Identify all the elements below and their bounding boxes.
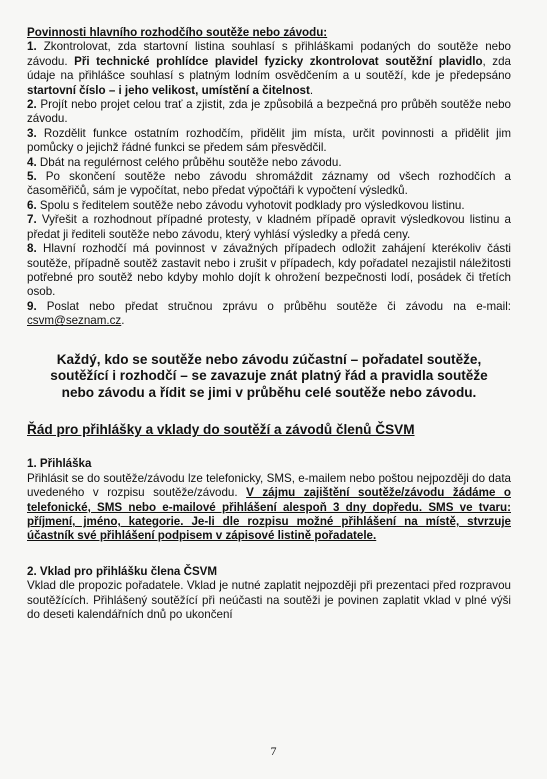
- duty-text-bold: Při technické prohlídce plavidel fyzicky zkontrolovat soutěžní plavidlo: [74, 54, 483, 68]
- duty-item-5: [27, 170, 511, 199]
- duty-number: 9.: [27, 299, 37, 313]
- duty-text: Poslat nebo předat stručnou zprávu o průběhu soutěže či závodu na e-mail:: [36, 299, 511, 313]
- duty-item-8: [27, 242, 511, 300]
- duty-number: 6.: [27, 198, 37, 212]
- duty-text: Projít nebo projet celou trať a zjistit, zda je způsobilá a bezpečná pro průběh soutěže nebo závodu.: [27, 98, 511, 126]
- duty-number: 7.: [27, 213, 37, 227]
- registration-paragraph: [27, 472, 511, 544]
- duty-text: Spolu s ředitelem soutěže nebo závodu vyhotovit podklady pro výsledkovou listinu.: [36, 198, 465, 212]
- duty-text: Vyřešit a rozhodnout případné protesty, v kladném případě opravit výsledkovou listinu a předat ji řediteli soutěže nebo závodu, který vyhlásí výsledky a předá ceny.: [27, 213, 511, 241]
- duty-text: Rozdělit funkce ostatním rozhodčím, přidělit jim místa, určit povinnosti a přidělit jim pomůcky o jejichž řádné funkci se předem sám přesvědčil.: [27, 126, 511, 155]
- duty-text: , zda údaje na přihlášce souhlasí s platným lodním osvědčením a u soutěží, kde je předepsáno: [27, 54, 511, 83]
- duty-item-9: [27, 300, 511, 329]
- email-link[interactable]: csvm@seznam.cz: [27, 314, 122, 328]
- duties-title: Povinnosti hlavního rozhodčího soutěže nebo závodu:: [27, 26, 328, 39]
- duty-item-3: [27, 127, 511, 156]
- duty-item-7: [27, 213, 511, 242]
- duty-text: Zkontrolovat, zda startovní listina souhlasí s přihláškami podaných do soutěže nebo závodu.: [27, 40, 511, 68]
- deposit-heading: 2. Vklad pro přihlášku člena ČSVM: [27, 564, 218, 578]
- duty-text-bold: startovní číslo – i jeho velikost, umístění a čitelnost: [27, 83, 310, 97]
- duty-number: 5.: [27, 170, 37, 184]
- duty-item-2: [27, 98, 511, 127]
- duty-number: 1.: [27, 40, 37, 54]
- page-number: 7: [270, 744, 277, 758]
- duty-number: 3.: [27, 126, 37, 140]
- duty-text: Hlavní rozhodčí má povinnost v závažných případech odložit zahájení kterékoliv části soutěže, případně soutěž zastavit nebo i zrušit v případech, kdy pořadatel nezajistil náležitosti potřebné pro soutěž nebo kdyby mohlo dojít k ohrožení bezpečnosti lodí, posádek či třetích osob.: [27, 242, 511, 299]
- registration-heading: 1. Přihláška: [27, 457, 92, 471]
- duty-text: .: [121, 314, 125, 328]
- duty-number: 4.: [27, 155, 37, 169]
- duty-item-6: [27, 199, 511, 213]
- duty-text: Dbát na regulérnost celého průběhu soutěže nebo závodu.: [36, 155, 342, 169]
- duty-item-1: [27, 40, 511, 98]
- duty-text: Po skončení soutěže nebo závodu shromáždit záznamy od všech rozhodčích a časoměřičů, sám je vypočítat, nebo předat výpočtáři k vypočtení výsledků.: [27, 170, 511, 198]
- duty-text: .: [309, 83, 314, 97]
- rules-section-title: Řád pro přihlášky a vklady do soutěží a závodů členů ČSVM: [27, 422, 415, 438]
- duty-item-4: [27, 156, 511, 170]
- registration-text-emphasis: V zájmu zajištění soutěže/závodu žádáme o telefonické, SMS nebo e-mailové přihlášení alespoň 3 dny dopředu. SMS ve tvaru: příjmení, jméno, kategorie. Je-li dle rozpisu možné přihlášení na místě, stvrzuje účastník své přihlášení podpisem v zápisové listině pořadatele.: [27, 486, 511, 543]
- registration-text: Přihlásit se do soutěže/závodu lze telefonicky, SMS, e-mailem nebo poštou nejpozději do data uvedeného v rozpisu soutěže/závodu.: [27, 471, 511, 500]
- duty-number: 2.: [27, 98, 37, 112]
- participant-notice: Každý, kdo se soutěže nebo závodu zúčastní – pořadatel soutěže, soutěžící i rozhodčí – se zavazuje znát platný řád a pravidla soutěže nebo závodu a řídit se jimi v průběhu celé soutěže nebo závodu.: [50, 351, 488, 400]
- duty-number: 8.: [27, 242, 37, 256]
- deposit-paragraph: Vklad dle propozic pořadatele. Vklad je nutné zaplatit nejpozději při prezentaci před rozpravou soutěžících. Přihlášený soutěžící při neúčasti na soutěži je povinen zaplatit vklad v plné výši do deseti kalendářních dnů po ukončení: [27, 579, 511, 622]
